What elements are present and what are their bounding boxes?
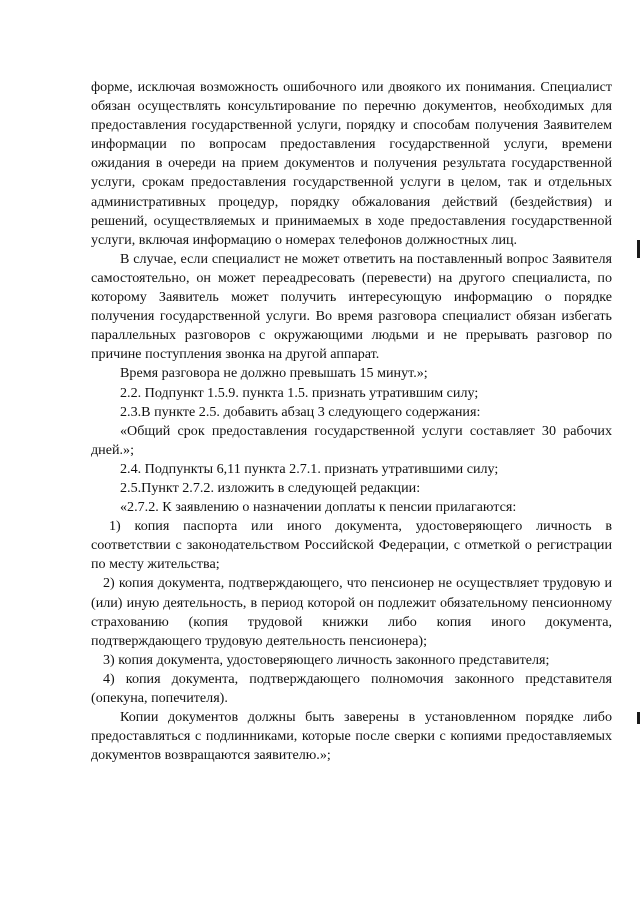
paragraph-redirect: В случае, если специалист не может ответить на поставленный вопрос Заявителя самостоятельно, он может переадресовать (перевести) на другого специалиста, по которому Заявитель может получить интересующую информацию о порядке получения государственной услуги. Во время разговора специалист обязан избегать параллельных разговоров с окружающими людьми и не прерывать разговор по причине поступления звонка на другой аппарат. — [91, 250, 612, 363]
list-item-representative-authority-copy: 4) копия документа, подтверждающего полномочия законного представителя (опекуна, попечителя). — [91, 670, 612, 706]
paragraph-total-term: «Общий срок предоставления государственной услуги составляет 30 рабочих дней.»; — [91, 422, 612, 458]
list-item-work-document-copy: 2) копия документа, подтверждающего, что пенсионер не осуществляет трудовую и (или) иную деятельность, в период которой он подлежит обязательному пенсионному страхованию (копия трудовой книжки либо копия иного документа, подтверждающего трудовую деятельность пенсионера); — [91, 575, 612, 649]
paragraph-call-duration: Время разговора не должно превышать 15 минут.»; — [120, 365, 428, 382]
paragraph-item-2-7-2: «2.7.2. К заявлению о назначении доплаты к пенсии прилагаются: — [120, 499, 517, 516]
list-item-passport-copy: 1) копия паспорта или иного документа, удостоверяющего личность в соответствии с законодательством Российской Федерации, с отметкой о регистрации по месту жительства; — [91, 518, 612, 573]
paragraph-item-2-3: 2.3.В пункте 2.5. добавить абзац 3 следующего содержания: — [120, 403, 481, 420]
paragraph-consultation: форме, исключая возможность ошибочного или двоякого их понимания. Специалист обязан осуществлять консультирование по перечню документов, необходимых для предоставления государственной услуги, порядку и способам получения Заявителем информации по вопросам предоставления государственной услуги, времени ожидания в очереди на прием документов и получения результата государственной услуги, срокам предоставления государственной услуги в целом, так и отдельных административных процедур, порядку обжалования действий (бездействия) и решений, осуществляемых и принимаемых в ходе предоставления государственной услуги, включая информацию о номерах телефонов должностных лиц. — [91, 79, 612, 248]
paragraph-copies-certification: Копии документов должны быть заверены в установленном порядке либо предоставляться с подлинниками, которые после сверки с копиями предоставляемых документов возвращаются заявителю.»; — [91, 709, 612, 764]
paragraph-item-2-5: 2.5.Пункт 2.7.2. изложить в следующей редакции: — [120, 479, 421, 496]
document-body — [91, 78, 612, 765]
paragraph-item-2-2: 2.2. Подпункт 1.5.9. пункта 1.5. признать утратившим силу; — [120, 384, 479, 401]
paragraph-item-2-4: 2.4. Подпункты 6,11 пункта 2.7.1. признать утратившими силу; — [120, 460, 499, 477]
list-item-representative-id-copy: 3) копия документа, удостоверяющего личность законного представителя; — [103, 651, 550, 668]
